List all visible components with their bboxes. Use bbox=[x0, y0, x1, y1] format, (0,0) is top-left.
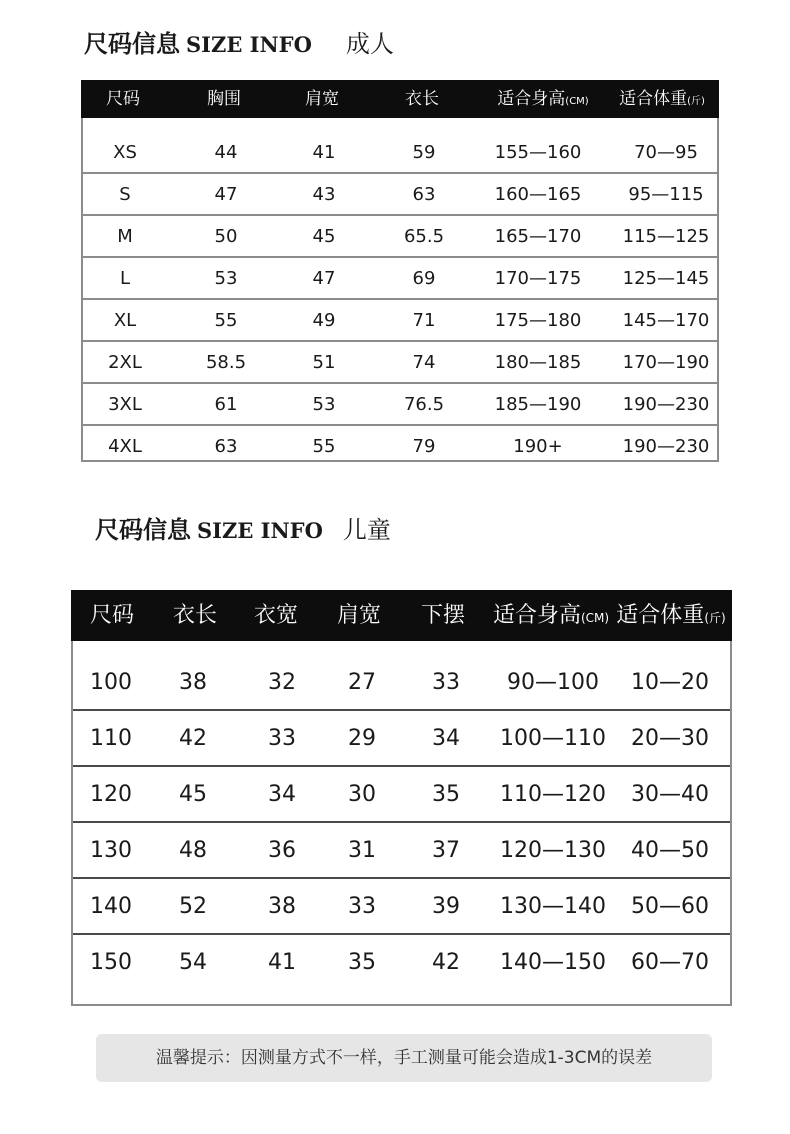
table-row bbox=[73, 879, 730, 935]
cell-shoulder: 53 bbox=[312, 394, 336, 415]
cell-height: 185—190 bbox=[494, 394, 582, 415]
cell-chest: 47 bbox=[214, 184, 238, 205]
table-row bbox=[73, 711, 730, 767]
table-row bbox=[83, 426, 717, 468]
cell-length: 42 bbox=[179, 726, 207, 751]
cell-chest: 44 bbox=[214, 142, 238, 163]
cell-weight: 190—230 bbox=[622, 394, 710, 415]
title-category: 成人 bbox=[345, 30, 394, 58]
cell-height: 175—180 bbox=[494, 310, 582, 331]
cell-weight: 60—70 bbox=[631, 950, 709, 975]
child-table-header bbox=[71, 590, 732, 641]
cell-weight: 70—95 bbox=[634, 142, 698, 163]
cell-height: 165—170 bbox=[494, 226, 582, 247]
cell-length: 59 bbox=[412, 142, 436, 163]
cell-width: 32 bbox=[268, 670, 296, 695]
cell-weight: 30—40 bbox=[631, 782, 709, 807]
cell-shoulder: 43 bbox=[312, 184, 336, 205]
cell-weight: 50—60 bbox=[631, 894, 709, 919]
table-row bbox=[83, 342, 717, 384]
cell-weight: 20—30 bbox=[631, 726, 709, 751]
cell-shoulder: 47 bbox=[312, 268, 336, 289]
cell-shoulder: 31 bbox=[348, 838, 376, 863]
cell-shoulder: 29 bbox=[348, 726, 376, 751]
cell-weight: 95—115 bbox=[628, 184, 704, 205]
cell-height: 100—110 bbox=[500, 726, 606, 751]
cell-length: 63 bbox=[412, 184, 436, 205]
cell-size: 140 bbox=[90, 894, 132, 919]
cell-hem: 33 bbox=[432, 670, 460, 695]
cell-width: 41 bbox=[268, 950, 296, 975]
cell-shoulder: 35 bbox=[348, 950, 376, 975]
cell-chest: 55 bbox=[214, 310, 238, 331]
header-width: 衣宽 bbox=[253, 603, 299, 628]
header-shoulder: 肩宽 bbox=[336, 603, 382, 628]
title-zh: 尺码信息 bbox=[84, 30, 180, 58]
cell-width: 34 bbox=[268, 782, 296, 807]
cell-length: 52 bbox=[179, 894, 207, 919]
cell-width: 38 bbox=[268, 894, 296, 919]
cell-length: 74 bbox=[412, 352, 436, 373]
cell-shoulder: 45 bbox=[312, 226, 336, 247]
cell-shoulder: 49 bbox=[312, 310, 336, 331]
cell-height: 140—150 bbox=[500, 950, 606, 975]
cell-weight: 40—50 bbox=[631, 838, 709, 863]
cell-length: 48 bbox=[179, 838, 207, 863]
cell-length: 65.5 bbox=[403, 226, 445, 247]
cell-hem: 39 bbox=[432, 894, 460, 919]
table-row bbox=[73, 767, 730, 823]
child-size-title bbox=[95, 510, 391, 545]
measurement-note: 温馨提示：因测量方式不一样，手工测量可能会造成1-3CM的误差 bbox=[96, 1034, 712, 1082]
cell-hem: 42 bbox=[432, 950, 460, 975]
title-zh: 尺码信息 bbox=[95, 516, 191, 544]
cell-width: 36 bbox=[268, 838, 296, 863]
adult-size-title bbox=[84, 24, 394, 59]
adult-table-header bbox=[81, 80, 719, 118]
cell-height: 160—165 bbox=[494, 184, 582, 205]
adult-size-table bbox=[81, 80, 719, 462]
cell-size: 100 bbox=[90, 670, 132, 695]
table-row bbox=[83, 300, 717, 342]
cell-size: L bbox=[119, 268, 131, 289]
cell-shoulder: 30 bbox=[348, 782, 376, 807]
cell-length: 45 bbox=[179, 782, 207, 807]
header-size: 尺码 bbox=[106, 89, 140, 109]
cell-size: 130 bbox=[90, 838, 132, 863]
cell-hem: 37 bbox=[432, 838, 460, 863]
cell-size: XS bbox=[113, 142, 137, 163]
table-row bbox=[83, 132, 717, 174]
cell-size: S bbox=[119, 184, 131, 205]
cell-width: 33 bbox=[268, 726, 296, 751]
cell-size: XL bbox=[113, 310, 137, 331]
table-row bbox=[73, 823, 730, 879]
header-shoulder: 肩宽 bbox=[305, 89, 339, 109]
cell-size: 3XL bbox=[108, 394, 142, 415]
header-chest: 胸围 bbox=[207, 89, 241, 109]
title-en: SIZE INFO bbox=[197, 518, 323, 543]
cell-chest: 53 bbox=[214, 268, 238, 289]
title-en: SIZE INFO bbox=[186, 32, 312, 57]
cell-shoulder: 41 bbox=[312, 142, 336, 163]
cell-length: 76.5 bbox=[403, 394, 445, 415]
cell-height: 170—175 bbox=[494, 268, 582, 289]
cell-length: 79 bbox=[412, 436, 436, 457]
cell-length: 38 bbox=[179, 670, 207, 695]
cell-size: 110 bbox=[90, 726, 132, 751]
header-length: 衣长 bbox=[405, 89, 439, 109]
cell-height: 120—130 bbox=[500, 838, 606, 863]
table-row bbox=[83, 216, 717, 258]
cell-shoulder: 33 bbox=[348, 894, 376, 919]
cell-weight: 125—145 bbox=[622, 268, 710, 289]
cell-height: 155—160 bbox=[494, 142, 582, 163]
header-weight: 适合体重(斤) bbox=[616, 603, 726, 628]
table-row bbox=[83, 258, 717, 300]
cell-height: 110—120 bbox=[500, 782, 606, 807]
cell-shoulder: 51 bbox=[312, 352, 336, 373]
cell-shoulder: 27 bbox=[348, 670, 376, 695]
cell-height: 90—100 bbox=[507, 670, 599, 695]
cell-size: 150 bbox=[90, 950, 132, 975]
cell-height: 190+ bbox=[513, 436, 563, 457]
cell-height: 180—185 bbox=[494, 352, 582, 373]
cell-weight: 115—125 bbox=[622, 226, 710, 247]
header-length: 衣长 bbox=[172, 603, 218, 628]
child-size-table bbox=[71, 590, 732, 1006]
cell-shoulder: 55 bbox=[312, 436, 336, 457]
cell-chest: 58.5 bbox=[205, 352, 247, 373]
table-row bbox=[83, 174, 717, 216]
cell-hem: 34 bbox=[432, 726, 460, 751]
table-row bbox=[83, 384, 717, 426]
cell-hem: 35 bbox=[432, 782, 460, 807]
cell-length: 71 bbox=[412, 310, 436, 331]
cell-length: 69 bbox=[412, 268, 436, 289]
table-row bbox=[73, 655, 730, 711]
title-category: 儿童 bbox=[342, 516, 391, 544]
cell-weight: 170—190 bbox=[622, 352, 710, 373]
header-height: 适合身高(CM) bbox=[497, 89, 589, 109]
header-height: 适合身高(CM) bbox=[492, 603, 610, 628]
cell-weight: 145—170 bbox=[622, 310, 710, 331]
cell-size: M bbox=[117, 226, 133, 247]
cell-size: 2XL bbox=[108, 352, 142, 373]
cell-weight: 10—20 bbox=[631, 670, 709, 695]
cell-chest: 63 bbox=[214, 436, 238, 457]
cell-size: 4XL bbox=[108, 436, 142, 457]
cell-weight: 190—230 bbox=[622, 436, 710, 457]
header-weight: 适合体重(斤) bbox=[619, 89, 705, 109]
cell-chest: 61 bbox=[214, 394, 238, 415]
table-row bbox=[73, 935, 730, 991]
cell-length: 54 bbox=[179, 950, 207, 975]
header-hem: 下摆 bbox=[420, 603, 466, 628]
cell-size: 120 bbox=[90, 782, 132, 807]
cell-height: 130—140 bbox=[500, 894, 606, 919]
cell-chest: 50 bbox=[214, 226, 238, 247]
header-size: 尺码 bbox=[89, 603, 135, 628]
